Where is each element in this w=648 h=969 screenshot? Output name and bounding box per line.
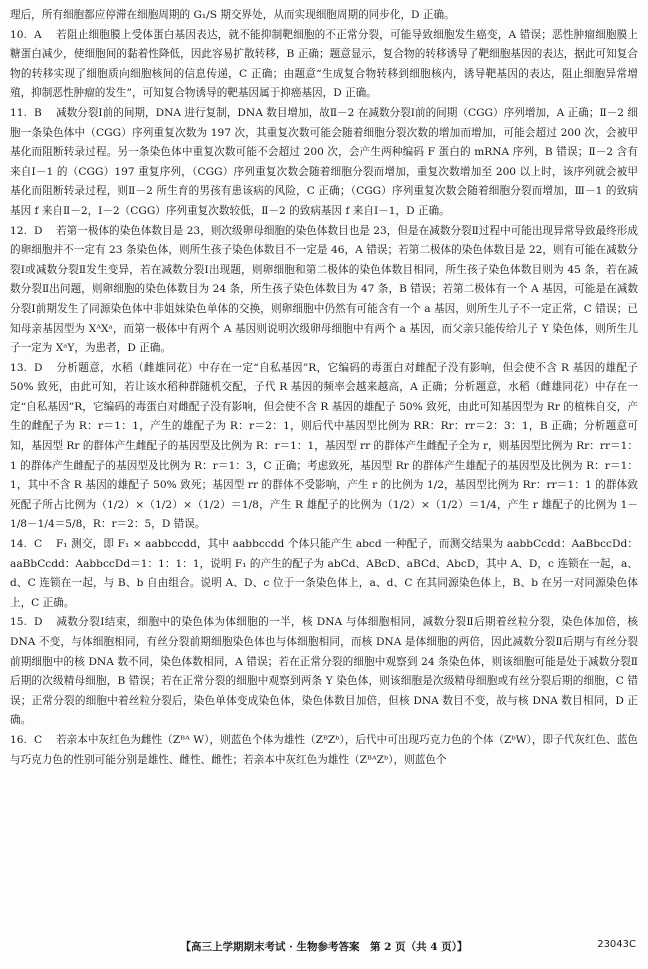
item-answer: D bbox=[34, 361, 43, 374]
document-code: 23043C bbox=[597, 939, 636, 950]
item-number: 11. bbox=[10, 106, 27, 119]
item-number: 13. bbox=[10, 361, 27, 374]
answer-item-10 bbox=[10, 26, 638, 104]
item-number: 16. bbox=[10, 733, 27, 746]
item-answer: D bbox=[34, 224, 43, 237]
item-explanation: F₁ 测交，即 F₁ × aabbccdd，其中 aabbccdd 个体只能产生 abcd 一种配子，而测交结果为 aabbCcdd：AaBbccDd：aaBbCcdd：AabbccDd＝1：1：1：1，说明 F₁ 的产生的配子为 abCd、ABcD、aBCd、AbcD，其中 A、D，c 连锁在一起，a、d、C 连锁在一起，与 B、b 自由组合。说明 A、D、c 位于一条染色体上，a、d、C 在其同源染色体上，B、b 在另一对同源染色体上，C 正确。 bbox=[10, 538, 638, 609]
item-explanation: 若第一极体的染色体数目是 23，则次级卵母细胞的染色体数目也是 23，但是在减数分裂Ⅱ过程中可能出现异常导致最终形成的卵细胞并不一定有 23 条染色体，则所生孩子染色体数目不一定是 46，A 错误；若第二极体的染色体数目是 22，则有可能在减数分裂Ⅰ或减数分裂Ⅱ发生变异，若在减数分裂Ⅰ出现题，则卵细胞和第二极体的染色体数目相同，所生孩子染色体数目则为 45 条，若在减数分裂Ⅱ出问题，则卵细胞的染色体数目为 24 条，所生孩子染色体数目为 47 条，B 错误；若第二极体有一个 A 基因，可能是在减数分裂Ⅰ前期发生了同源染色体中非姐妹染色单体的交换，则卵细胞中仍然有可能含有一个 a 基因，则所生儿子不一定正常，C 错误；已知母亲基因型为 XᴬXᵃ，而第一极体中有两个 A 基因则说明次级卵母细胞中有两个 a 基因，而父亲只能传给儿子 Y 染色体，则所生儿子一定为 XᵃY，为患者，D 正确。 bbox=[10, 224, 638, 355]
item-number: 10. bbox=[10, 28, 27, 41]
item-number: 14. bbox=[10, 538, 27, 551]
item-answer: C bbox=[34, 538, 43, 551]
answer-item-14 bbox=[10, 535, 638, 613]
answer-item-15 bbox=[10, 613, 638, 731]
answer-item-16 bbox=[10, 731, 638, 770]
item-answer: B bbox=[34, 106, 42, 119]
footer-title: 【高三上学期期末考试 · 生物参考答案 第 2 页（共 4 页）】 bbox=[180, 941, 468, 953]
item-explanation: 减数分裂Ⅰ前的间期，DNA 进行复制，DNA 数目增加，故Ⅱ－2 在减数分裂Ⅰ前的间期（CGG）序列增加，A 正确；Ⅱ－2 细胞一条染色体中（CGG）序列重复次数为 197 次，其重复次数可能会随着细胞分裂次数的增加而增加，可能会超过 200 次，会被甲基化而阻断转录过程。另一条染色体中重复次数可能不会超过 200 次，会产生两种编码 F 蛋白的 mRNA 序列，B 错误；Ⅱ－2 含有来自Ⅰ－1 的（CGG）197 重复序列，（CGG）序列重复次数会随着细胞分裂而增加，重复次数增加至 200 以上时，该序列就会被甲基化而阻断转录过程，则Ⅱ－2 所生育的男孩有患该病的风险，C 正确；（CGG）序列重复次数会随着细胞分裂而增加，Ⅲ－1 的致病基因 f 来自Ⅱ－2，Ⅰ－2（CGG）序列重复次数较低，Ⅱ－2 的致病基因 f 来自Ⅰ－1，D 正确。 bbox=[10, 106, 638, 217]
page-footer bbox=[0, 939, 648, 955]
answer-item-11 bbox=[10, 104, 638, 222]
item-answer: D bbox=[34, 616, 43, 629]
answer-item-12 bbox=[10, 222, 638, 359]
item-explanation: 若阻止细胞膜上受体蛋白基因表达，就不能抑制靶细胞的不正常分裂，可能导致细胞发生癌变，A 错误；恶性肿瘤细胞膜上糖蛋白减少，使细胞间的黏着性降低，因此容易扩散转移，B 正确；题意显示，复合物的转移诱导了靶细胞基因的表达，据此可知复合物的转移实现了细胞质向细胞核间的信息传递，C 正确；由题意“生成复合物转移到细胞核内，诱导靶基因的表达，阻止细胞异常增殖，抑制恶性肿瘤的发生”，可知复合物诱导的靶基因属于抑癌基因，D 正确。 bbox=[10, 28, 638, 100]
item-explanation: 分析题意，水稻（雌雄同花）中存在一定“自私基因”R，它编码的毒蛋白对雌配子没有影响，但会使不含 R 基因的雄配子 50% 致死，由此可知，若让该水稻种群随机交配，子代 R 基因的频率会越来越高，A 正确；分析题意，水稻（雌雄同花）中存在一定“自私基因”R，它编码的毒蛋白对雌配子没有影响，但会使不含 R 基因的雄配子 50% 致死，由此可知基因型为 Rr 的植株自交，产生的雌配子为 R：r＝1：1，产生的雄配子为 R：r＝2：1，则后代中基因型比例为 RR：Rr：rr＝2：3：1，B 正确；分析题意可知，基因型 Rr 的群体产生雌配子的基因型及比例为 R：r＝1：1，基因型 rr 的群体产生雌配子全为 r，则基因型比例为 Rr：rr＝1：1 的群体产生雌配子的基因型及比例为 R：r＝1：3，C 正确；考虑致死，基因型 Rr 的群体产生雄配子的基因型及比例为 R：r＝1：1，其中不含 R 基因的雄配子 50% 致死；基因型 rr 的群体不受影响，产生 r 的比例为 1/2，基因型比例为 Rr：rr＝1：1 的群体致死配子所占比例为（1/2）×（1/2）×（1/2）＝1/8，产生 R 雄配子的比例为（1/2）×（1/2）＝1/4，产生 r 雄配子的比例为 1－1/8－1/4＝5/8，R：r＝2：5，D 错误。 bbox=[10, 361, 638, 531]
answer-item-13 bbox=[10, 359, 638, 535]
item-answer: C bbox=[34, 733, 43, 746]
answer-list bbox=[10, 26, 638, 771]
intro-paragraph: 理后，所有细胞都应停滞在细胞周期的 G₁/S 期交界处，从而实现细胞周期的同步化，D 正确。 bbox=[10, 9, 455, 21]
item-answer: A bbox=[34, 28, 42, 41]
item-number: 12. bbox=[10, 224, 27, 237]
item-explanation: 若亲本中灰红色为雌性（Zᴮᴬ W），则蓝色个体为雄性（ZᴮZᵇ），后代中可出现巧克力色的个体（ZᵇW），即子代灰红色、蓝色与巧克力色的性别可能分别是雄性、雌性、雌性；若亲本中灰红色为雄性（ZᴮᴬZᵇ），则蓝色个 bbox=[10, 733, 638, 766]
item-explanation: 减数分裂Ⅰ结束，细胞中的染色体为体细胞的一半，核 DNA 与体细胞相同，减数分裂Ⅱ后期着丝粒分裂，染色体加倍，核 DNA 不变，与体细胞相同，有丝分裂前期细胞染色体也与体细胞相同，而核 DNA 是体细胞的两倍，因此减数分裂Ⅱ后期与有丝分裂前期细胞中的核 DNA 数不同，染色体数相同，A 错误；若在正常分裂的细胞中观察到 24 条染色体，则该细胞可能是处于减数分裂Ⅱ后期的次级精母细胞，B 错误；若在正常分裂的细胞中观察到两条 Y 染色体，则该细胞是次级精母细胞或有丝分裂后期的细胞，C 错误；正常分裂的细胞中着丝粒分裂后，染色单体变成染色体，染色体数目加倍，但核 DNA 数目不变，故与核 DNA 数目相同，D 正确。 bbox=[10, 616, 638, 727]
item-number: 15. bbox=[10, 616, 27, 629]
